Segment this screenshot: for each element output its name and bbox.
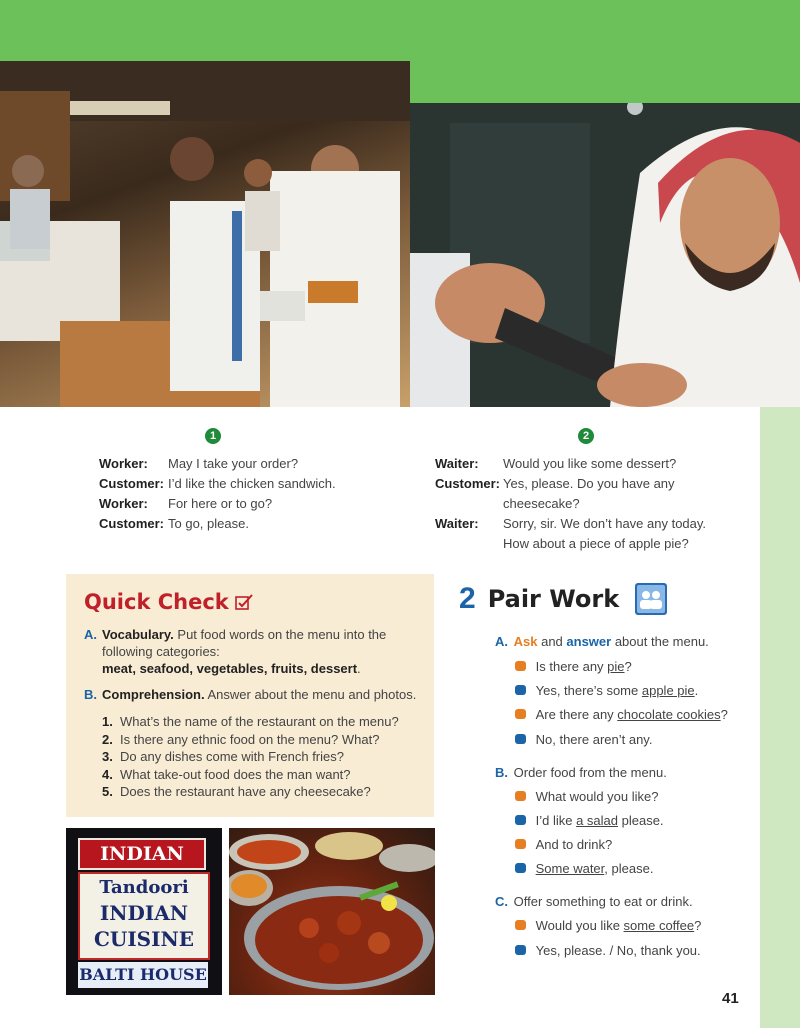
page-number: 41 [722,990,739,1007]
item-letter: A. [495,634,508,649]
dialogue-text: Sorry, sir. We don’t have any today. [503,516,707,531]
dialogue-line [435,534,755,554]
dialogue-line: Is there any pie? [515,658,632,675]
dialogue-text: Yes, please. Do you have any [503,476,675,491]
speech-bubble-orange-icon [515,920,526,930]
header-band-right [410,61,800,103]
quick-check-title: Quick Check [84,590,229,614]
dialogue-text: For here or to go? [168,496,273,511]
speaker-label: Waiter: [435,456,479,471]
dialogue-line: No, there aren’t any. [515,731,652,748]
dialogue-line: Some water, please. [515,860,653,877]
speech-bubble-orange-icon [515,661,526,671]
dialogue-line: Yes, please. / No, thank you. [515,942,701,959]
speech-bubble-orange-icon [515,839,526,849]
item-letter: C. [495,894,508,909]
pair-work-title: Pair Work [487,585,620,613]
dialogue-line [99,474,399,494]
speech-bubble-blue-icon [515,685,526,695]
dialogue-line: And to drink? [515,836,612,853]
speaker-label: Waiter: [435,516,479,531]
dialogue-line: Would you like some coffee? [515,917,701,934]
pair-work-icon [635,583,667,615]
sign-line: CUISINE [93,927,195,951]
quick-check-b [84,686,424,703]
ask-word: Ask [513,634,538,649]
speech-bubble-orange-icon [515,791,526,801]
indian-food-photo [229,828,435,995]
dialogue-line [435,494,755,514]
item-label: Vocabulary. [102,627,174,642]
sign-line: INDIAN [99,901,189,925]
question-item: 1. What’s the name of the restaurant on the menu? [102,714,399,729]
pair-work-b: B. Order food from the menu. [495,765,667,780]
item-letter: A. [84,627,97,642]
dialogue-line [435,514,755,534]
dialogue-line [99,494,399,514]
speech-bubble-blue-icon [515,734,526,744]
question-item: 3. Do any dishes come with French fries? [102,749,344,764]
dialogue-line: Yes, there’s some apple pie. [515,682,698,699]
dialogue-text: I’d like the chicken sandwich. [168,476,336,491]
dialogue-line [435,454,755,474]
dialogue-text: To go, please. [168,516,249,531]
quick-check-a: A. Vocabulary. Put food words on the menu into the following categories: meat, seafood, vegetables, fruits, dessert. [84,627,387,676]
dialogue-text: May I take your order? [168,456,299,471]
waiter-scene [410,103,800,407]
sign-banner: INDIAN [78,838,206,870]
checkbox-icon [235,593,255,611]
restaurant-sign-photo [66,828,222,995]
quick-check-header [84,590,255,614]
item-letter: B. [495,765,508,780]
dialogue-line [99,454,399,474]
question-list [102,713,422,801]
speech-bubble-orange-icon [515,709,526,719]
item-text: Answer about the menu and photos. [207,687,417,702]
pair-work-a: A. Ask and answer about the menu. [495,634,709,649]
dialogue-text: cheesecake? [503,496,580,511]
question-item: 4. What take-out food does the man want? [102,766,351,782]
dialogue-line: What would you like? [515,788,658,805]
conversation-1 [99,454,399,534]
side-strip [760,406,800,1028]
pair-work-c: C. Offer something to eat or drink. [495,894,693,909]
section-number: 2 [459,582,476,615]
fast-food-counter-photo [0,61,410,407]
speaker-label: Customer: [99,516,165,531]
answer-word: answer [566,634,612,649]
dialogue-line [435,474,755,494]
conversation-2-badge: 2 [578,428,594,444]
item-text: Put food words on the menu into the following categories: [102,627,387,659]
conversation-2 [435,454,755,554]
item-letter: B. [84,687,97,702]
sign-board [78,872,210,960]
dialogue-line [99,514,399,534]
speech-bubble-blue-icon [515,863,526,873]
sign-footer: BALTI HOUSE [78,962,208,988]
speaker-label: Customer: [99,476,165,491]
speech-bubble-blue-icon [515,945,526,955]
question-item: 2. Is there any ethnic food on the menu? What? [102,731,380,747]
food-plate-scene [229,828,435,995]
dialogue-line: Are there any chocolate cookies? [515,706,728,723]
dialogue-line: I’d like a salad please. [515,812,664,829]
question-item: 5. Does the restaurant have any cheesecake? [102,784,371,799]
speaker-label: Customer: [435,476,501,491]
dialogue-text: How about a piece of apple pie? [503,536,689,551]
speaker-label: Worker: [99,496,148,511]
conversation-1-badge: 1 [205,428,221,444]
waiter-menu-photo [410,103,800,407]
speech-bubble-blue-icon [515,815,526,825]
food-categories: meat, seafood, vegetables, fruits, dessert [102,661,358,676]
item-label: Comprehension. [102,687,205,702]
quick-check-box [66,574,434,817]
sign-line: Tandoori [99,877,189,898]
header-band [0,0,800,61]
fast-food-scene [0,61,410,407]
dialogue-text: Would you like some dessert? [503,456,677,471]
speaker-label: Worker: [99,456,148,471]
pair-work-header [459,582,667,616]
